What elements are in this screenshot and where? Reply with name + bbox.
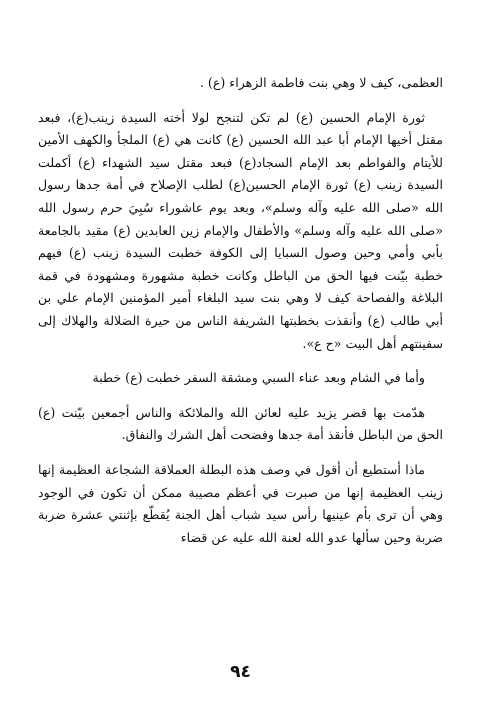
paragraph-3: وأما في الشام وبعد عناء السبي ومشقة السفر خطبت (ع) خطبة (92, 370, 425, 386)
page-body (38, 72, 443, 549)
paragraph-2: ثورة الإمام الحسين (ع) لم تكن لتنجح لولا أخته السيدة زينب(ع)، فبعد مقتل أخيها الإمام أبا عبد الله الحسين (ع) كانت هي (ع) الملجأ والكهف الأمين للأيتام والفواطم بعد الإمام السجاد(ع) فبعد مقتل سيد الشهداء (ع) أكملت السيدة زينب (ع) ثورة الإمام الحسين(ع) لطلب الإصلاح في أمة جدها رسول الله «صلى الله عليه وآله وسلم»، وبعد يوم عاشوراء سُبِيَ حرم رسول الله «صلى الله عليه وآله وسلم» والأطفال والإمام زين العابدين (ع) مقيد بالجامعة بأبي وأمي وحين وصول السبايا إلى الكوفة خطبت السيدة زينب (ع) فيهم خطبة بيّنت فيها الحق من الباطل وكانت خطبة مشهورة ومشهودة في قمة البلاغة والفصاحة كيف لا وهي بنت سيد البلغاء أمير المؤمنين الإمام علي بن أبي طالب (ع) وأنقذت بخطبتها الشريفة الناس من حيرة الضلالة والهلاك إلى سفينتهم أهل البيت «ح ع». (38, 109, 443, 351)
page-number: ٩٤ (230, 662, 251, 682)
paragraph-1: العظمى، كيف لا وهي بنت فاطمة الزهراء (ع) . (199, 75, 443, 90)
paragraph-4: هدّمت بها قصر يزيد عليه لعائن الله والملائكة والناس أجمعين بيّنت (ع) الحق من الباطل فأنقذ أمة جدها وفضحت أهل الشرك والنفاق. (38, 404, 443, 443)
paragraph-5: ماذا أستطيع أن أقول في وصف هذه البطلة العملاقة الشجاعة العظيمة إنها زينب العظيمة إنها من صبرت في أعظم مصيبة ممكن أن تكون في الوجود وهي أن ترى بأم عينيها رأس سيد شباب أهل الجنة يُقطّع بإثنتي عشرة ضربة ضربة وحين سألها عدو الله لعنة الله عليه عن قضاء (38, 461, 443, 545)
